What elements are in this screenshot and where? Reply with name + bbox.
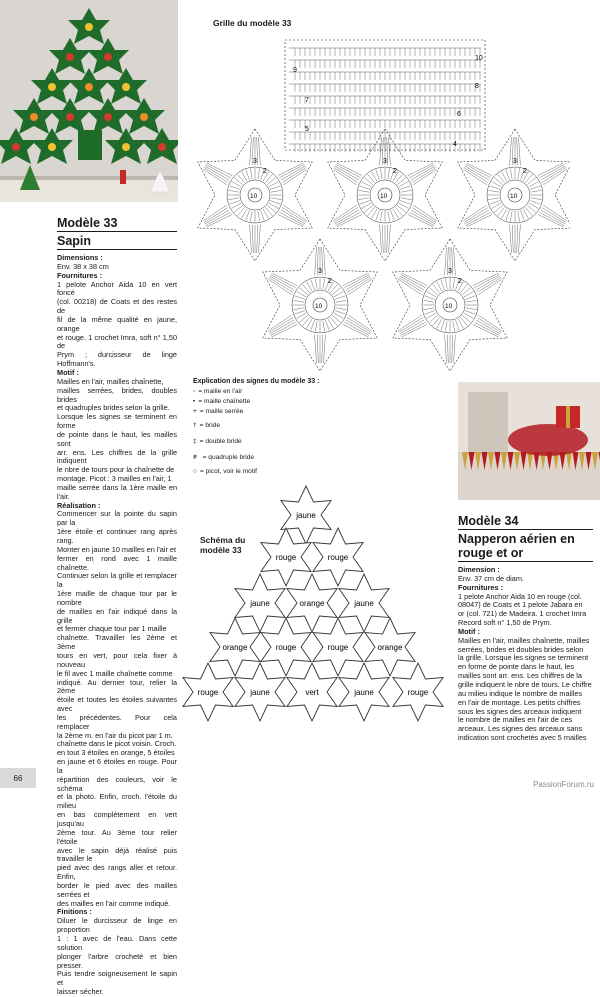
model33-subtitle: Sapin bbox=[57, 234, 177, 248]
row-number: 6 bbox=[457, 111, 461, 118]
line: or (col. 721) de Madeira. 1 crochet Imra bbox=[458, 610, 593, 619]
schema-star-label: vert bbox=[305, 688, 319, 697]
row-number: 2 bbox=[523, 168, 527, 175]
schema-star-label: rouge bbox=[328, 643, 349, 652]
picot-icon: ○ bbox=[193, 467, 197, 477]
model34-body bbox=[458, 566, 593, 743]
legend bbox=[193, 377, 319, 477]
line: de mailles en l'air indiqué dans la grille bbox=[57, 608, 177, 626]
row-number: 5 bbox=[305, 126, 309, 133]
model33-realisation-label: Réalisation : bbox=[57, 502, 177, 511]
schema-star-label: jaune bbox=[295, 511, 316, 520]
model33-realisation bbox=[57, 510, 177, 908]
model33-dimensions: Env. 38 x 38 cm bbox=[57, 263, 177, 272]
line: Continuer selon la grille et remplacer la bbox=[57, 572, 177, 590]
line: maille serrée dans la 1ère maille en l'air. bbox=[57, 484, 177, 502]
model33-title-block bbox=[57, 216, 177, 250]
line: Puis tendre soigneusement le sapin et bbox=[57, 970, 177, 988]
schema-star-label: jaune bbox=[249, 688, 270, 697]
line: et quadruples brides selon la grille. bbox=[57, 404, 177, 413]
model33-fournitures-label: Fournitures : bbox=[57, 272, 177, 281]
grid-star-motif bbox=[458, 129, 570, 261]
schema-star-label: orange bbox=[300, 599, 325, 608]
line: indication sont crochetés avec 5 mailles bbox=[458, 734, 593, 743]
model33-finitions bbox=[57, 917, 177, 997]
row-number: 4 bbox=[453, 141, 457, 148]
line: le fil avec 1 maille chaînette comme bbox=[57, 670, 177, 679]
model34-dimension-label: Dimension : bbox=[458, 566, 593, 575]
line: tours en vert, pour cela fixer à nouveau bbox=[57, 652, 177, 670]
legend-item bbox=[193, 387, 319, 397]
schema-star-label: orange bbox=[378, 643, 403, 652]
line: Mailles en l'air, mailles chaînette, mailles bbox=[458, 637, 593, 646]
line: en tout 3 étoiles en orange, 5 étoiles bbox=[57, 749, 177, 758]
model34-fournitures-label: Fournitures : bbox=[458, 584, 593, 593]
row-number: 2 bbox=[458, 278, 462, 285]
model33-finitions-label: Finitions : bbox=[57, 908, 177, 917]
schema-star-label: rouge bbox=[276, 643, 297, 652]
model33-body bbox=[57, 254, 177, 997]
photo-doily bbox=[458, 382, 600, 500]
line: 2ème tour. Au 3ème tour relier l'étoile bbox=[57, 829, 177, 847]
line: chaînette dans le picot voisin. Croch. bbox=[57, 740, 177, 749]
model34-motif bbox=[458, 637, 593, 743]
row-number: 2 bbox=[263, 168, 267, 175]
model34-subtitle-1: Napperon aérien en bbox=[458, 532, 593, 546]
row-number: 2 bbox=[393, 168, 397, 175]
treble-icon: † bbox=[193, 421, 197, 431]
schema-star-label: rouge bbox=[408, 688, 429, 697]
grid-star-motif bbox=[263, 239, 377, 371]
line: en jaune et 6 étoiles en rouge. Pour la bbox=[57, 758, 177, 776]
slip-stitch-icon: • bbox=[193, 397, 195, 407]
grid-base-lines bbox=[289, 48, 481, 152]
line: les précédentes. Pour cela remplacer bbox=[57, 714, 177, 732]
line: arceaux. Les signes des arceaux sans bbox=[458, 725, 593, 734]
row-number: 3 bbox=[253, 158, 257, 165]
line: arr. ens. Les chiffres de la grille indiquent bbox=[57, 449, 177, 467]
row-number: 3 bbox=[318, 268, 322, 275]
line: et rouge. 1 crochet Imra, soft n° 1,50 de bbox=[57, 334, 177, 352]
photo-tree bbox=[0, 0, 178, 202]
schema-star-label: rouge bbox=[198, 688, 219, 697]
row-number: 3 bbox=[513, 158, 517, 165]
line: Lorsque les signes se terminent en forme bbox=[57, 413, 177, 431]
line: répartition des couleurs, voir le schéma bbox=[57, 776, 177, 794]
row-number: 10 bbox=[250, 193, 258, 200]
line: de pointe dans le haut, les mailles sont bbox=[57, 431, 177, 449]
line: plonger l'arbre crocheté et bien presser. bbox=[57, 953, 177, 971]
row-number: 10 bbox=[445, 303, 453, 310]
quadruple-treble-icon: ≢ bbox=[193, 453, 200, 463]
line: Commencer sur la pointe du sapin par la bbox=[57, 510, 177, 528]
line: en forme de pointe dans le haut, les bbox=[458, 663, 593, 672]
line: au milieu indique le nombre de mailles bbox=[458, 690, 593, 699]
line: Diluer le durcisseur de linge en proportion bbox=[57, 917, 177, 935]
model33-title: Modèle 33 bbox=[57, 216, 177, 230]
schema-star-label: jaune bbox=[353, 599, 374, 608]
legend-text: = maille serrée bbox=[200, 407, 243, 417]
legend-item bbox=[193, 467, 319, 477]
line: en l'air de montage. Les petits chiffres bbox=[458, 699, 593, 708]
grid-title: Grille du modèle 33 bbox=[213, 18, 291, 28]
line: laisser sécher. bbox=[57, 988, 177, 997]
line: étoile et toutes les étoiles suivantes avec bbox=[57, 696, 177, 714]
schema-star-label: rouge bbox=[328, 553, 349, 562]
line: fermer en rond avec 1 maille chaînette. bbox=[57, 555, 177, 573]
legend-item bbox=[193, 407, 319, 417]
line: 1 pelote Anchor Aida 10 en vert foncé bbox=[57, 281, 177, 299]
schema-title-line: Schéma du bbox=[200, 535, 245, 545]
line: le nombre de mailles en l'air de ces bbox=[458, 716, 593, 725]
model33-motif bbox=[57, 378, 177, 502]
line: 1ère étoile et continuer rang après rang. bbox=[57, 528, 177, 546]
model34-title-block bbox=[458, 514, 593, 562]
model33-dimensions-label: Dimensions : bbox=[57, 254, 177, 263]
single-crochet-icon: + bbox=[193, 407, 197, 417]
row-number: 9 bbox=[293, 67, 297, 74]
row-number: 2 bbox=[328, 278, 332, 285]
model34-dimension: Env. 37 cm de diam. bbox=[458, 575, 593, 584]
line: avec le sapin déjà réalisé puis travailler le bbox=[57, 847, 177, 865]
chain-stitch-icon: ◦ bbox=[193, 387, 195, 397]
line: 1ère maille de chaque tour par le nombre bbox=[57, 590, 177, 608]
line: la 2ème m. en l'air du picot par 1 m. bbox=[57, 732, 177, 741]
line: chaînette. Travailler les 2ème et 3ème bbox=[57, 634, 177, 652]
legend-item bbox=[193, 397, 319, 407]
line: Monter en jaune 10 mailles en l'air et bbox=[57, 546, 177, 555]
legend-item bbox=[193, 437, 319, 447]
line: border le pied avec des mailles serrées et bbox=[57, 882, 177, 900]
line: 1 : 1 avec de l'eau. Dans cette solution bbox=[57, 935, 177, 953]
line: la grille. Lorsque les signes se terminent bbox=[458, 654, 593, 663]
schema-star-label: rouge bbox=[276, 553, 297, 562]
row-number: 10 bbox=[475, 55, 483, 62]
line: mailles serrées, brides, doubles brides bbox=[57, 387, 177, 405]
site-watermark: PassionForum.ru bbox=[533, 780, 594, 789]
schema-star-label: orange bbox=[223, 643, 248, 652]
line: Prym ; durcisseur de linge Hoffmann's. bbox=[57, 351, 177, 369]
schema-star-label: jaune bbox=[353, 688, 374, 697]
line: serrées, brides et doubles brides selon bbox=[458, 646, 593, 655]
line: Record soft n° 1,50 de Prym. bbox=[458, 619, 593, 628]
schema-star-label: jaune bbox=[249, 599, 270, 608]
schema-diagram bbox=[180, 485, 455, 770]
line: le nbre de tours pour la chaînette de bbox=[57, 466, 177, 475]
row-number: 7 bbox=[305, 97, 309, 104]
row-number: 10 bbox=[510, 193, 518, 200]
line: 08047) de Coats et 1 pelote Jabara en bbox=[458, 601, 593, 610]
row-number: 3 bbox=[383, 158, 387, 165]
double-treble-icon: ‡ bbox=[193, 437, 197, 447]
grid-star-motif bbox=[393, 239, 507, 371]
line: grille indiquent le nbre de tours. Le chiffre bbox=[458, 681, 593, 690]
line: des mailles en l'air comme indiqué. bbox=[57, 900, 177, 909]
line: (col. 00218) de Coats et des restes de bbox=[57, 298, 177, 316]
legend-item bbox=[193, 453, 319, 463]
model34-motif-label: Motif : bbox=[458, 628, 593, 637]
page-number: 66 bbox=[0, 768, 36, 788]
model33-fournitures bbox=[57, 281, 177, 369]
line: pied avec des rangs aller et retour. Enfin, bbox=[57, 864, 177, 882]
legend-text: = picot, voir le motif bbox=[200, 467, 257, 477]
legend-title: Explication des signes du modèle 33 : bbox=[193, 377, 319, 387]
legend-text: = double bride bbox=[200, 437, 242, 447]
model34-subtitle-2: rouge et or bbox=[458, 546, 593, 560]
model34-title: Modèle 34 bbox=[458, 514, 593, 528]
legend-text: = quadruple bride bbox=[203, 453, 255, 463]
model34-fournitures bbox=[458, 593, 593, 628]
row-number: 10 bbox=[315, 303, 323, 310]
grid-stars bbox=[198, 129, 570, 371]
row-number: 3 bbox=[448, 268, 452, 275]
line: Mailles en l'air, mailles chaînette, bbox=[57, 378, 177, 387]
line: 1 pelote Anchor Aida 10 en rouge (col. bbox=[458, 593, 593, 602]
grid-base bbox=[285, 40, 485, 152]
model33-motif-label: Motif : bbox=[57, 369, 177, 378]
legend-item bbox=[193, 421, 319, 431]
line: et fermer chaque tour par 1 maille bbox=[57, 625, 177, 634]
legend-text: = maille en l'air bbox=[198, 387, 242, 397]
line: sous les signes des arceaux indiquent bbox=[458, 708, 593, 717]
line: montage. Picot : 3 mailles en l'air, 1 bbox=[57, 475, 177, 484]
row-number: 8 bbox=[475, 83, 479, 90]
line: fil de la même qualité en jaune, orange bbox=[57, 316, 177, 334]
line: et la photo. Enfin, croch. l'étoile du milieu bbox=[57, 793, 177, 811]
schema-title-line: modèle 33 bbox=[200, 545, 245, 555]
line: indiqué. Au dernier tour, relier la 2ème bbox=[57, 679, 177, 697]
row-number: 10 bbox=[380, 193, 388, 200]
line: en bas complètement en vert jusqu'au bbox=[57, 811, 177, 829]
legend-text: = maille chaînette bbox=[198, 397, 250, 407]
legend-text: = bride bbox=[200, 421, 220, 431]
crochet-grid bbox=[185, 30, 570, 375]
line: mailles sont arr. ens. Les chiffres de la bbox=[458, 672, 593, 681]
